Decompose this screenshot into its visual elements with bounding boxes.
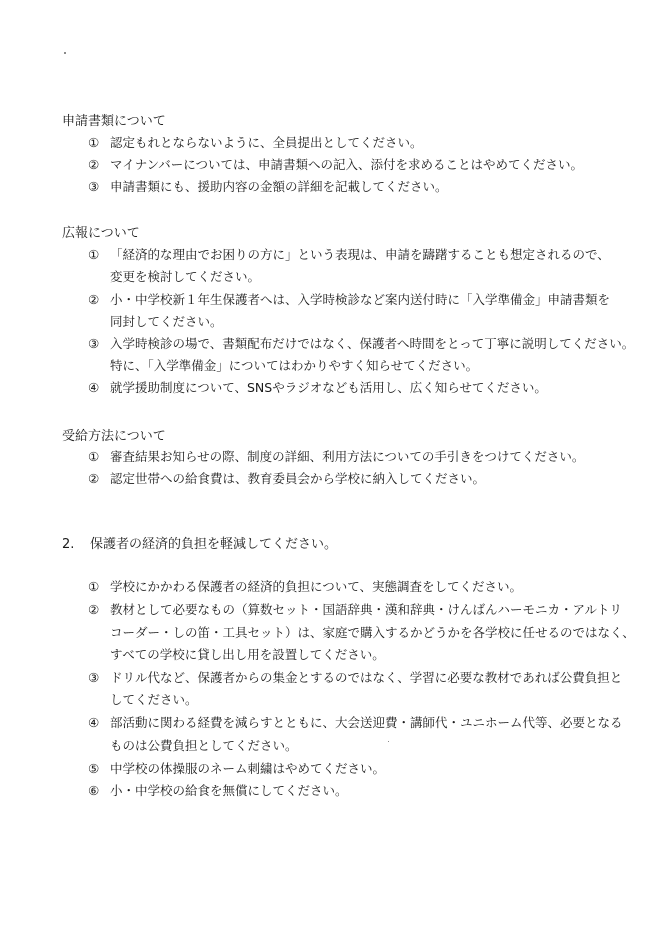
list-item — [88, 334, 634, 352]
item-text: 部活動に関わる経費を減らすとともに、大会送迎費・講師代・ユニホーム代等、必要となる — [110, 715, 623, 730]
item-text: 認定もれとならないように、全員提出としてください。 — [110, 135, 423, 150]
list-item — [88, 600, 622, 618]
item-number: ① — [88, 135, 100, 150]
main-section-number: 2. — [62, 537, 75, 552]
main-section-heading — [62, 533, 337, 552]
list-item — [88, 781, 348, 799]
list-item — [88, 133, 423, 151]
item-number: ⑥ — [88, 783, 100, 798]
item-text: 認定世帯への給食費は、教育委員会から学校に納入してください。 — [110, 471, 486, 486]
item-number: ② — [88, 602, 100, 617]
item-text: 小・中学校の給食を無償にしてください。 — [110, 783, 348, 798]
list-item — [88, 447, 584, 465]
item-number: ④ — [88, 380, 100, 395]
list-item — [88, 155, 583, 173]
item-continuation: 特に、「入学準備金」についてはわかりやすく知らせてください。 — [110, 358, 479, 373]
item-continuation: ものは公費負担としてください。 — [110, 738, 298, 753]
item-text: 入学時検診の場で、書類配布だけではなく、保護者へ時間をとって丁寧に説明してください。 — [110, 336, 635, 351]
list-item — [88, 245, 610, 263]
item-number: ③ — [88, 179, 100, 194]
item-number: ② — [88, 292, 100, 307]
scan-speck — [388, 741, 389, 742]
list-item — [88, 177, 448, 195]
list-item — [88, 759, 385, 777]
item-number: ② — [88, 157, 100, 172]
item-text: 教材として必要なもの（算数セット・国語辞典・漢和辞典・けんばんハーモニカ・アルトリ — [110, 602, 623, 617]
item-number: ③ — [88, 670, 100, 685]
item-continuation: コーダー・しの笛・工具セット）は、家庭で購入するかどうかを各学校に任せるのではなく、 — [110, 625, 635, 640]
item-number: ② — [88, 471, 100, 486]
item-text: 就学援助制度について、SNSやラジオなども活用し、広く知らせてください。 — [110, 380, 547, 395]
item-text: 学校にかかわる保護者の経済的負担について、実態調査をしてください。 — [110, 579, 523, 594]
item-text: 「経済的な理由でお困りの方に」という表現は、申請を躊躇することも想定されるので、 — [110, 247, 610, 262]
item-text: 小・中学校新１年生保護者へは、入学時検診など案内送付時に「入学準備金」申請書類を — [110, 292, 611, 307]
item-number: ④ — [88, 715, 100, 730]
list-item — [88, 469, 485, 487]
scan-speck — [64, 52, 66, 54]
item-text: 審査結果お知らせの際、制度の詳細、利用方法についての手引きをつけてください。 — [110, 449, 585, 464]
section-heading-publicity: 広報について — [62, 226, 140, 241]
item-number: ① — [88, 247, 100, 262]
item-text: 申請書類にも、援助内容の金額の詳細を記載してください。 — [110, 179, 448, 194]
item-continuation: してください。 — [110, 692, 198, 707]
list-item — [88, 290, 610, 308]
section-heading-application: 申請書類について — [62, 114, 166, 129]
item-continuation: すべての学校に貸し出し用を設置してください。 — [110, 647, 385, 662]
list-item — [88, 577, 522, 595]
list-item — [88, 668, 622, 686]
list-item — [88, 378, 547, 396]
item-number: ⑤ — [88, 761, 100, 776]
item-number: ① — [88, 449, 100, 464]
item-continuation: 同封してください。 — [110, 314, 223, 329]
list-item — [88, 713, 623, 731]
item-number: ③ — [88, 336, 100, 351]
section-heading-receipt: 受給方法について — [62, 429, 166, 444]
item-text: 中学校の体操服のネーム刺繍はやめてください。 — [110, 761, 386, 776]
item-continuation: 変更を検討してください。 — [110, 269, 261, 284]
item-text: ドリル代など、保護者からの集金とするのではなく、学習に必要な教材であれば公費負担と — [110, 670, 623, 685]
item-number: ① — [88, 579, 100, 594]
main-section-title: 保護者の経済的負担を軽減してください。 — [90, 537, 338, 552]
item-text: マイナンバーについては、申請書類への記入、添付を求めることはやめてください。 — [110, 157, 584, 172]
